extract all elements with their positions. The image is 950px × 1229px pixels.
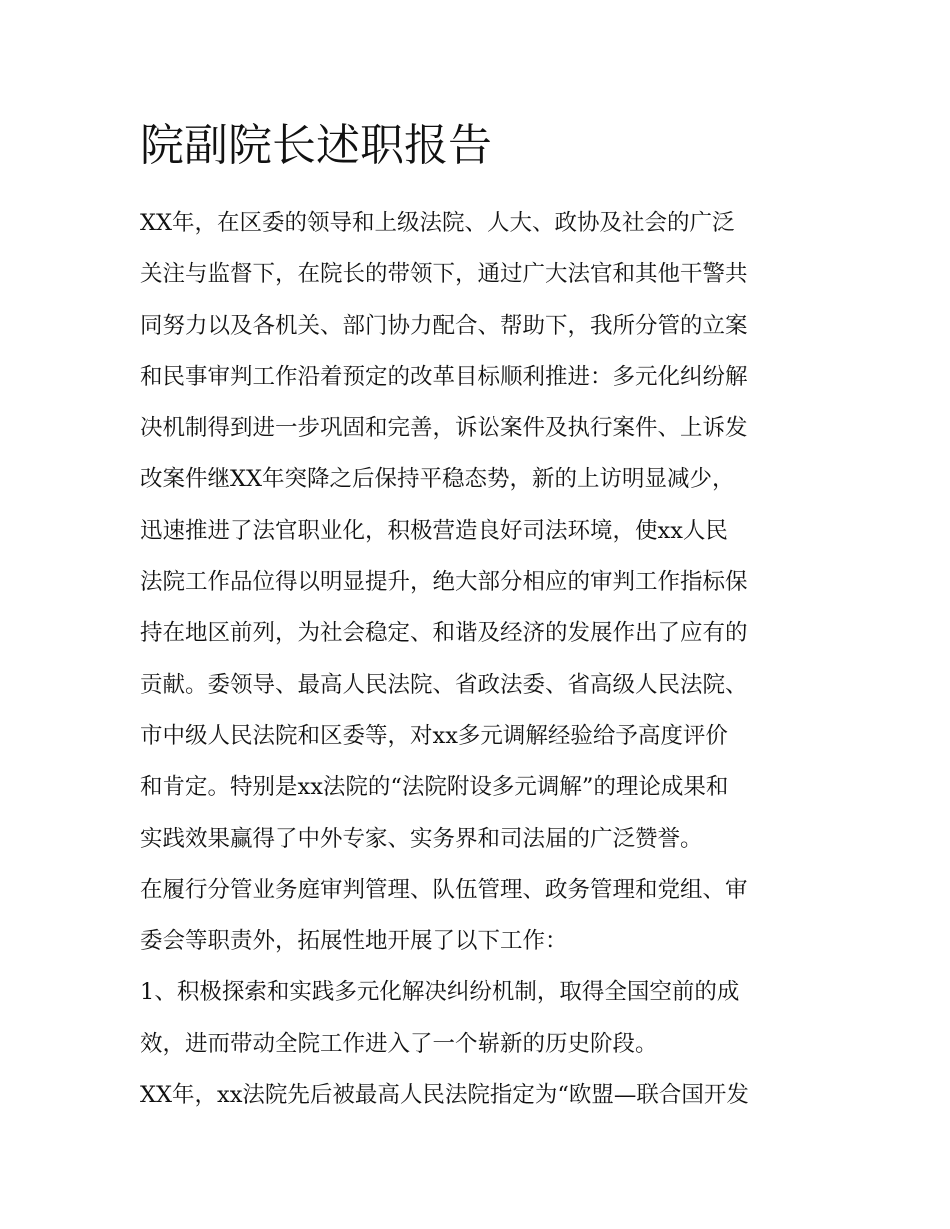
body-line: 1、积极探索和实践多元化解决纠纷机制，取得全国空前的成 bbox=[140, 979, 740, 1006]
body-line: 在履行分管业务庭审判管理、队伍管理、政务管理和党组、审 bbox=[140, 876, 748, 903]
body-line: XX年，xx法院先后被最高人民法院指定为“欧盟—联合国开发 bbox=[140, 1082, 749, 1109]
body-line: 迅速推进了法官职业化，积极营造良好司法环境，使xx人民 bbox=[140, 517, 728, 544]
body-line: 决机制得到进一步巩固和完善，诉讼案件及执行案件、上诉发 bbox=[140, 415, 748, 442]
body-line: 市中级人民法院和区委等，对xx多元调解经验给予高度评价 bbox=[140, 722, 728, 749]
body-line: 持在地区前列，为社会稳定、和谐及经济的发展作出了应有的 bbox=[140, 620, 748, 647]
body-line: 改案件继XX年突降之后保持平稳态势，新的上访明显减少， bbox=[140, 466, 735, 493]
body-line: 同努力以及各机关、部门协力配合、帮助下，我所分管的立案 bbox=[140, 312, 748, 339]
body-line: 法院工作品位得以明显提升，绝大部分相应的审判工作指标保 bbox=[140, 569, 748, 596]
body-line: 关注与监督下，在院长的带领下，通过广大法官和其他干警共 bbox=[140, 261, 748, 288]
body-line: 和民事审判工作沿着预定的改革目标顺利推进：多元化纠纷解 bbox=[140, 363, 748, 390]
body-line: 和肯定。特别是xx法院的“法院附设多元调解”的理论成果和 bbox=[140, 774, 729, 801]
document-title: 院副院长述职报告 bbox=[140, 120, 492, 171]
document-body bbox=[140, 198, 820, 1121]
body-line: 贡献。委领导、最高人民法院、省政法委、省高级人民法院、 bbox=[140, 671, 748, 698]
body-line: 效，进而带动全院工作进入了一个崭新的历史阶段。 bbox=[140, 1030, 658, 1057]
body-line: 实践效果赢得了中外专家、实务界和司法届的广泛赞誉。 bbox=[140, 825, 703, 852]
body-line: XX年，在区委的领导和上级法院、人大、政协及社会的广泛 bbox=[140, 210, 735, 236]
body-line: 委会等职责外，拓展性地开展了以下工作： bbox=[140, 928, 568, 955]
